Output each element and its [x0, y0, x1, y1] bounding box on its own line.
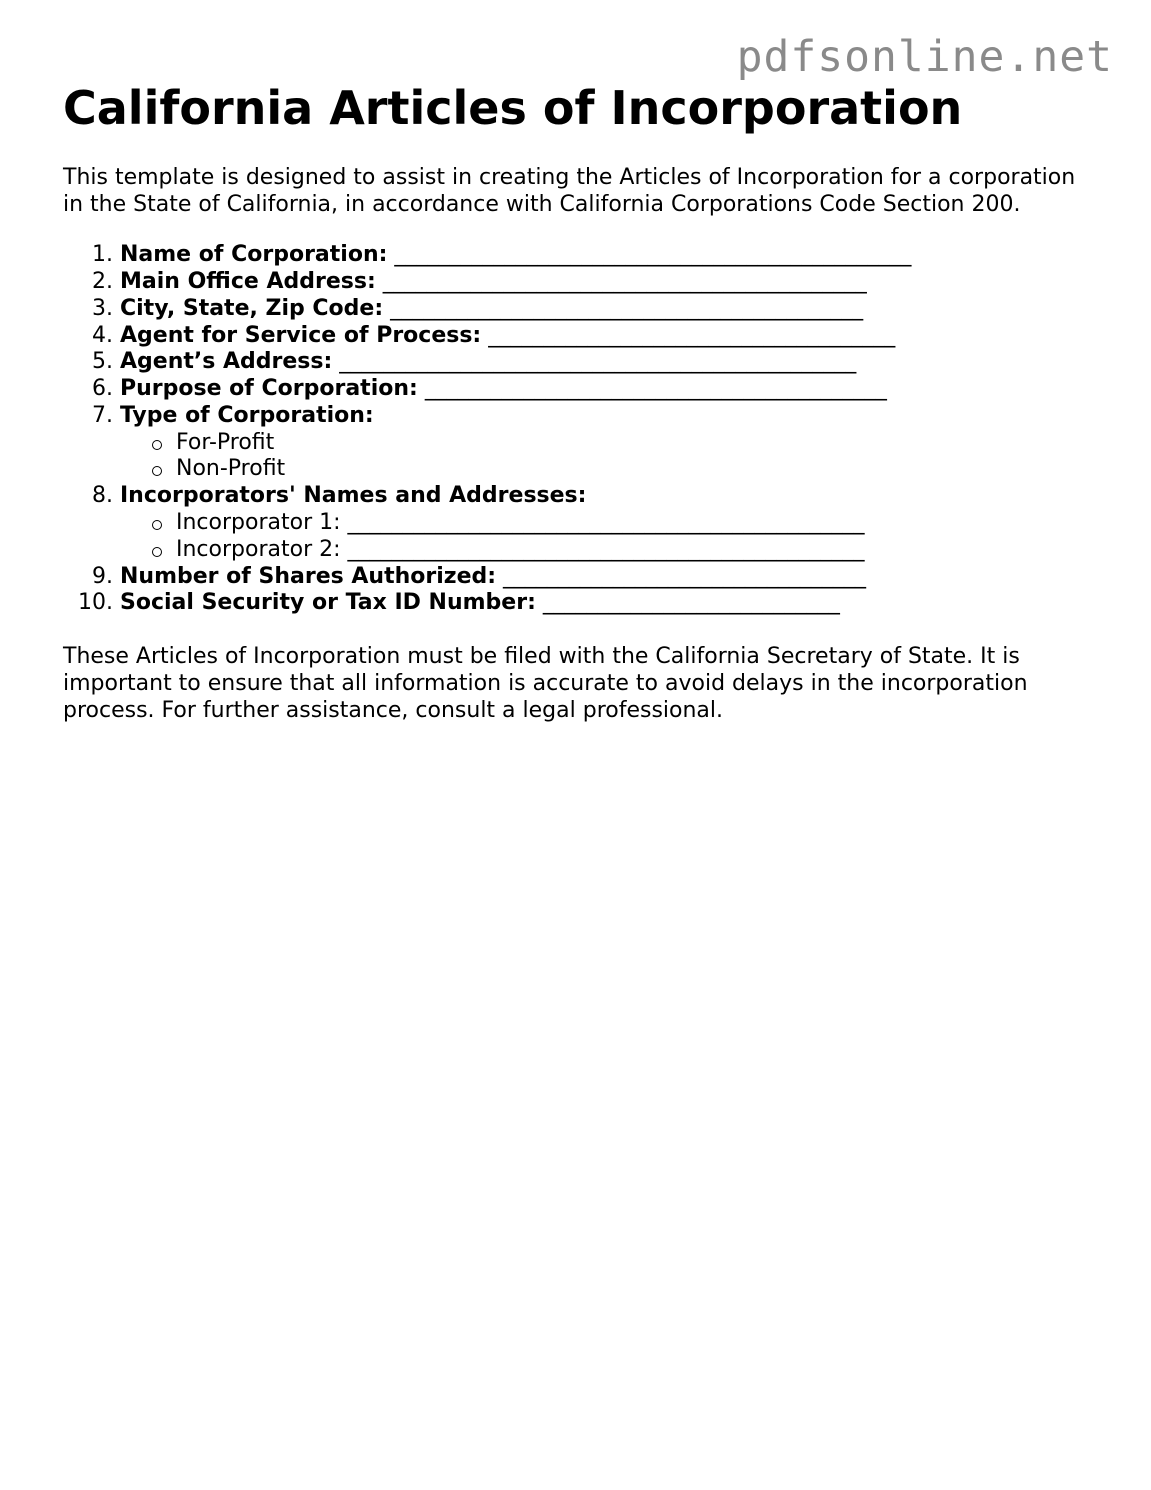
field-label: Main Office Address: — [120, 268, 376, 294]
field-label: Name of Corporation: — [120, 242, 388, 268]
field-tax-id-number — [120, 590, 1093, 617]
field-blank[interactable]: _______________________________________________ — [339, 349, 857, 375]
watermark: pdfsonline.net — [736, 32, 1113, 82]
field-type-of-corporation — [120, 403, 1093, 483]
field-incorporators — [120, 483, 1093, 563]
incorporator-1 — [176, 510, 1093, 537]
field-agent-for-service — [120, 323, 1093, 350]
incorporators-list — [120, 510, 1093, 564]
field-blank[interactable]: ___________________________ — [542, 590, 840, 616]
incorporator-blank[interactable]: _______________________________________________ — [347, 536, 865, 562]
field-label: Purpose of Corporation: — [120, 376, 418, 402]
field-blank[interactable]: __________________________________________ — [424, 376, 887, 402]
field-label: Agent’s Address: — [120, 349, 333, 375]
field-blank[interactable]: _______________________________________________ — [394, 242, 912, 268]
incorporator-blank[interactable]: _______________________________________________ — [347, 510, 865, 536]
option-for-profit[interactable]: For-Profit — [176, 430, 1093, 457]
field-label: Social Security or Tax ID Number: — [120, 590, 536, 616]
incorporator-label: Incorporator 1: — [176, 510, 341, 536]
field-number-of-shares — [120, 564, 1093, 591]
type-options-list — [120, 430, 1093, 484]
option-non-profit[interactable]: Non-Profit — [176, 456, 1093, 483]
incorporator-label: Incorporator 2: — [176, 536, 341, 562]
field-label: Number of Shares Authorized: — [120, 563, 497, 589]
field-blank[interactable]: ___________________________________________ — [390, 295, 864, 321]
intro-paragraph: This template is designed to assist in creating the Articles of Incorporation for a corporation in the State of California, in accordance with California Corporations Code Section 200. — [63, 165, 1076, 218]
closing-paragraph: These Articles of Incorporation must be filed with the California Secretary of State. It is important to ensure that all information is accurate to avoid delays in the incorporation process. For further assistance, consult a legal professional. — [63, 644, 1028, 724]
document-page — [63, 80, 1093, 724]
page-title: California Articles of Incorporation — [63, 81, 963, 135]
field-blank[interactable]: ____________________________________________ — [382, 268, 867, 294]
field-purpose-of-corporation — [120, 376, 1093, 403]
field-main-office-address — [120, 269, 1093, 296]
field-label: Type of Corporation: — [120, 402, 374, 428]
field-label: City, State, Zip Code: — [120, 295, 384, 321]
field-city-state-zip — [120, 296, 1093, 323]
incorporator-2 — [176, 537, 1093, 564]
field-agent-address — [120, 349, 1093, 376]
field-list — [63, 242, 1093, 617]
field-label: Incorporators' Names and Addresses: — [120, 483, 587, 509]
field-blank[interactable]: _________________________________ — [503, 563, 867, 589]
field-label: Agent for Service of Process: — [120, 322, 482, 348]
field-name-of-corporation — [120, 242, 1093, 269]
field-blank[interactable]: _____________________________________ — [488, 322, 896, 348]
